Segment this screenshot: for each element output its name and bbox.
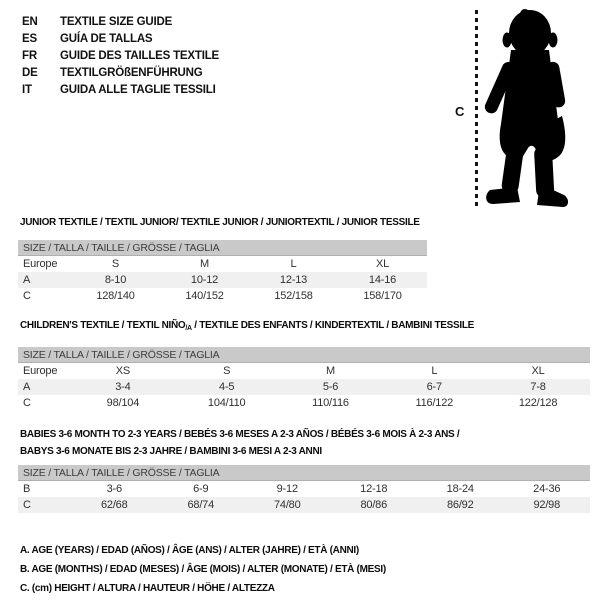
babies-section-title bbox=[20, 427, 459, 460]
cell: 3-6 bbox=[106, 483, 122, 495]
cell: 18-24 bbox=[446, 483, 474, 495]
guide-title-es: GUÍA DE TALLAS bbox=[60, 33, 153, 45]
footnote-age-months: B. AGE (MONTHS) / EDAD (MESES) / ÂGE (MOIS) / ALTER (MONATE) / ETÀ (MESI) bbox=[20, 564, 386, 575]
language-title-list bbox=[22, 14, 219, 99]
cell: 7-8 bbox=[530, 381, 546, 393]
guide-title-de: TEXTILGRÖßENFÜHRUNG bbox=[60, 67, 203, 79]
region-label: Europe bbox=[23, 365, 58, 377]
language-code: EN bbox=[22, 16, 38, 28]
cell: 158/170 bbox=[363, 290, 402, 302]
cell: 128/140 bbox=[96, 290, 135, 302]
junior-column-header-row bbox=[18, 256, 427, 272]
height-marker-label: C bbox=[455, 104, 465, 119]
size-m: M bbox=[326, 365, 335, 377]
language-row-fr bbox=[22, 48, 219, 65]
cell: 62/68 bbox=[100, 499, 128, 511]
children-title-pre: CHILDREN'S TEXTILE / TEXTIL NIÑO bbox=[20, 320, 186, 331]
guide-title-it: GUIDA ALLE TAGLIE TESSILI bbox=[60, 84, 216, 96]
cell: 116/122 bbox=[415, 397, 454, 409]
language-code: DE bbox=[22, 67, 38, 79]
cell: 122/128 bbox=[518, 397, 558, 409]
cell: 3-4 bbox=[115, 381, 131, 393]
legend-footnotes bbox=[20, 541, 386, 598]
cell: 6-9 bbox=[193, 483, 209, 495]
babies-title-line1: BABIES 3-6 MONTH TO 2-3 YEARS / BEBÉS 3-6 MESES A 2-3 AÑOS / BÉBÉS 3-6 MOIS À 2-3 ANS / bbox=[20, 429, 460, 440]
babies-months-row bbox=[18, 481, 590, 497]
size-xl: XL bbox=[531, 365, 545, 377]
size-l: L bbox=[431, 365, 438, 377]
children-column-header-row bbox=[18, 363, 590, 379]
language-code: FR bbox=[22, 50, 37, 62]
row-label: A bbox=[23, 274, 31, 286]
guide-title-fr: GUIDE DES TAILLES TEXTILE bbox=[60, 50, 219, 62]
children-title-sub: /A bbox=[185, 325, 192, 332]
row-label: C bbox=[23, 499, 31, 511]
region-label: Europe bbox=[23, 258, 58, 270]
junior-section-title: JUNIOR TEXTILE / TEXTIL JUNIOR/ TEXTILE JUNIOR / JUNIORTEXTIL / JUNIOR TESSILE bbox=[20, 217, 420, 228]
cell: 24-36 bbox=[533, 483, 561, 495]
babies-size-table bbox=[18, 465, 590, 513]
size-s: S bbox=[223, 365, 231, 377]
footnote-height-cm: C. (cm) HEIGHT / ALTURA / HAUTEUR / HÖHE / ALTEZZA bbox=[20, 583, 275, 594]
children-title-post: / TEXTILE DES ENFANTS / KINDERTEXTIL / BAMBINI TESSILE bbox=[191, 320, 475, 331]
babies-height-row bbox=[18, 497, 590, 513]
babies-size-header: SIZE / TALLA / TAILLE / GRÖSSE / TAGLIA bbox=[18, 465, 590, 481]
row-label: A bbox=[23, 381, 31, 393]
children-size-table bbox=[18, 347, 590, 411]
cell: 74/80 bbox=[273, 499, 301, 511]
cell: 86/92 bbox=[446, 499, 474, 511]
cell: 152/158 bbox=[274, 290, 313, 302]
cell: 140/152 bbox=[185, 290, 224, 302]
cell: 12-18 bbox=[360, 483, 388, 495]
cell: 10-12 bbox=[190, 274, 219, 286]
children-age-row bbox=[18, 379, 590, 395]
footnote-age-years: A. AGE (YEARS) / EDAD (AÑOS) / ÂGE (ANS) / ALTER (JAHRE) / ETÀ (ANNI) bbox=[20, 545, 359, 556]
size-xs: XS bbox=[115, 365, 131, 377]
cell: 80/86 bbox=[360, 499, 388, 511]
row-label: B bbox=[23, 483, 31, 495]
cell: 92/98 bbox=[533, 499, 561, 511]
size-s: S bbox=[111, 258, 120, 270]
children-size-header: SIZE / TALLA / TAILLE / GRÖSSE / TAGLIA bbox=[18, 347, 590, 363]
children-section-title bbox=[20, 320, 474, 335]
cell: 12-13 bbox=[279, 274, 308, 286]
language-row-de bbox=[22, 65, 219, 82]
language-row-es bbox=[22, 31, 219, 48]
cell: 4-5 bbox=[219, 381, 235, 393]
language-row-it bbox=[22, 82, 219, 99]
junior-age-row bbox=[18, 272, 427, 288]
junior-size-header: SIZE / TALLA / TAILLE / GRÖSSE / TAGLIA bbox=[18, 240, 427, 256]
language-row-en bbox=[22, 14, 219, 31]
cell: 6-7 bbox=[426, 381, 442, 393]
cell: 9-12 bbox=[276, 483, 298, 495]
junior-size-table bbox=[18, 240, 427, 304]
size-m: M bbox=[200, 258, 209, 270]
language-code: ES bbox=[22, 33, 37, 45]
cell: 8-10 bbox=[104, 274, 127, 286]
toddler-silhouette-icon bbox=[473, 6, 593, 210]
cell: 110/116 bbox=[312, 397, 349, 409]
cell: 104/110 bbox=[207, 397, 246, 409]
cell: 98/104 bbox=[106, 397, 140, 409]
row-label: C bbox=[23, 290, 31, 302]
row-label: C bbox=[23, 397, 31, 409]
size-xl: XL bbox=[375, 258, 390, 270]
size-l: L bbox=[290, 258, 297, 270]
guide-title-en: TEXTILE SIZE GUIDE bbox=[60, 16, 173, 28]
junior-height-row bbox=[18, 288, 427, 304]
cell: 5-6 bbox=[322, 381, 339, 393]
babies-title-line2: BABYS 3-6 MONATE BIS 2-3 JAHRE / BAMBINI 3-6 MESI A 2-3 ANNI bbox=[20, 445, 322, 457]
cell: 14-16 bbox=[368, 274, 397, 286]
children-height-row bbox=[18, 395, 590, 411]
cell: 68/74 bbox=[187, 499, 215, 511]
language-code: IT bbox=[22, 84, 32, 96]
